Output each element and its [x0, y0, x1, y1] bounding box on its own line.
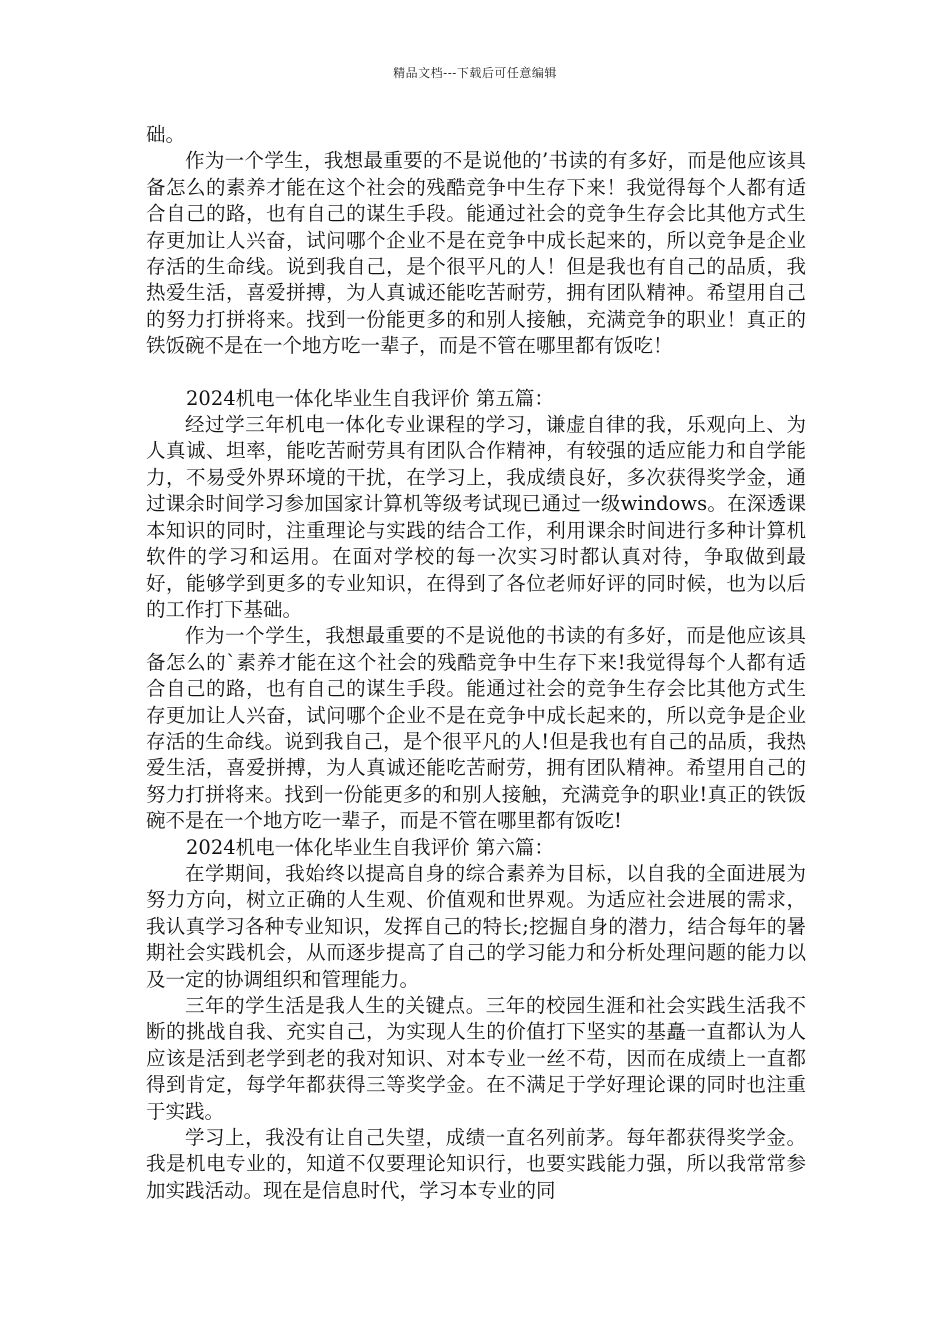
document-body — [146, 122, 806, 1204]
paragraph-student-view-2: 作为一个学生，我想最重要的不是说他的书读的有多好，而是他应该具备怎么的`素养才能在这个社会的残酷竞争中生存下来!我觉得每个人都有适合自己的路，也有自己的谋生手段。能通过社会的竞争生存会比其他方式生存更加让人兴奋，试问哪个企业不是在竞争中成长起来的，所以竞争是企业存活的生命线。说到我自己，是个很平凡的人!但是我也有自己的品质，我热爱生活，喜爱拼搏，为人真诚还能吃苦耐劳，拥有团队精神。希望用自己的努力打拼将来。找到一份能更多的和别人接触，充满竞争的职业!真正的铁饭碗不是在一个地方吃一辈子，而是不管在哪里都有饭吃! — [146, 624, 806, 833]
paragraph-student-view: 作为一个学生，我想最重要的不是说他的’书读的有多好，而是他应该具备怎么的素养才能在这个社会的残酷竞争中生存下来！我觉得每个人都有适合自己的路，也有自己的谋生手段。能通过社会的竞争生存会比其他方式生存更加让人兴奋，试问哪个企业不是在竞争中成长起来的，所以竞争是企业存活的生命线。说到我自己，是个很平凡的人！但是我也有自己的品质，我热爱生活，喜爱拼搏，为人真诚还能吃苦耐劳，拥有团队精神。希望用自己的努力打拼将来。找到一份能更多的和别人接触，充满竞争的职业！真正的铁饭碗不是在一个地方吃一辈子，而是不管在哪里都有饭吃！ — [146, 149, 806, 358]
section-heading-part6: 2024机电一体化毕业生自我评价 第六篇： — [186, 835, 554, 859]
paragraph-self-development: 在学期间，我始终以提高自身的综合素养为目标，以自我的全面进展为努力方向，树立正确的人生观、价值观和世界观。为适应社会进展的需求，我认真学习各种专业知识，发挥自己的特长;挖掘自身的潜力，结合每年的暑期社会实践机会，从而逐步提高了自己的学习能力和分析处理问题的能力以及一定的协调组织和管理能力。 — [146, 861, 806, 991]
paragraph-study-practice: 学习上，我没有让自己失望，成绩一直名列前茅。每年都获得奖学金。我是机电专业的，知道不仅要理论知识行，也要实践能力强，所以我常常参加实践活动。现在是信息时代，学习本专业的同 — [146, 1126, 806, 1202]
paragraph-school-life: 三年的学生活是我人生的关键点。三年的校园生涯和社会实践生活我不断的挑战自我、充实自己，为实现人生的价值打下坚实的基矗一直都认为人应该是活到老学到老的我对知识、对本专业一丝不苟，因而在成绩上一直都得到肯定，每学年都获得三等奖学金。在不满足于学好理论课的同时也注重于实践。 — [146, 994, 806, 1123]
paragraph-study-summary: 经过学三年机电一体化专业课程的学习，谦虚自律的我，乐观向上、为人真诚、坦率，能吃苦耐劳具有团队合作精神，有较强的适应能力和自学能力，不易受外界环境的干扰，在学习上，我成绩良好，多次获得奖学金，通过课余时间学习参加国家计算机等级考试现已通过一级windows。在深透课本知识的同时，注重理论与实践的结合工作，利用课余时间进行多种计算机软件的学习和运用。在面对学校的每一次实习时都认真对待，争取做到最好，能够学到更多的专业知识，在得到了各位老师好评的同时候，也为以后的工作打下基础。 — [146, 413, 806, 621]
page-header: 精品文档---下载后可任意编辑 — [393, 66, 557, 80]
paragraph-continuation: 础。 — [146, 123, 186, 146]
paragraph-gap — [146, 360, 806, 386]
section-heading-part5: 2024机电一体化毕业生自我评价 第五篇： — [186, 386, 554, 410]
